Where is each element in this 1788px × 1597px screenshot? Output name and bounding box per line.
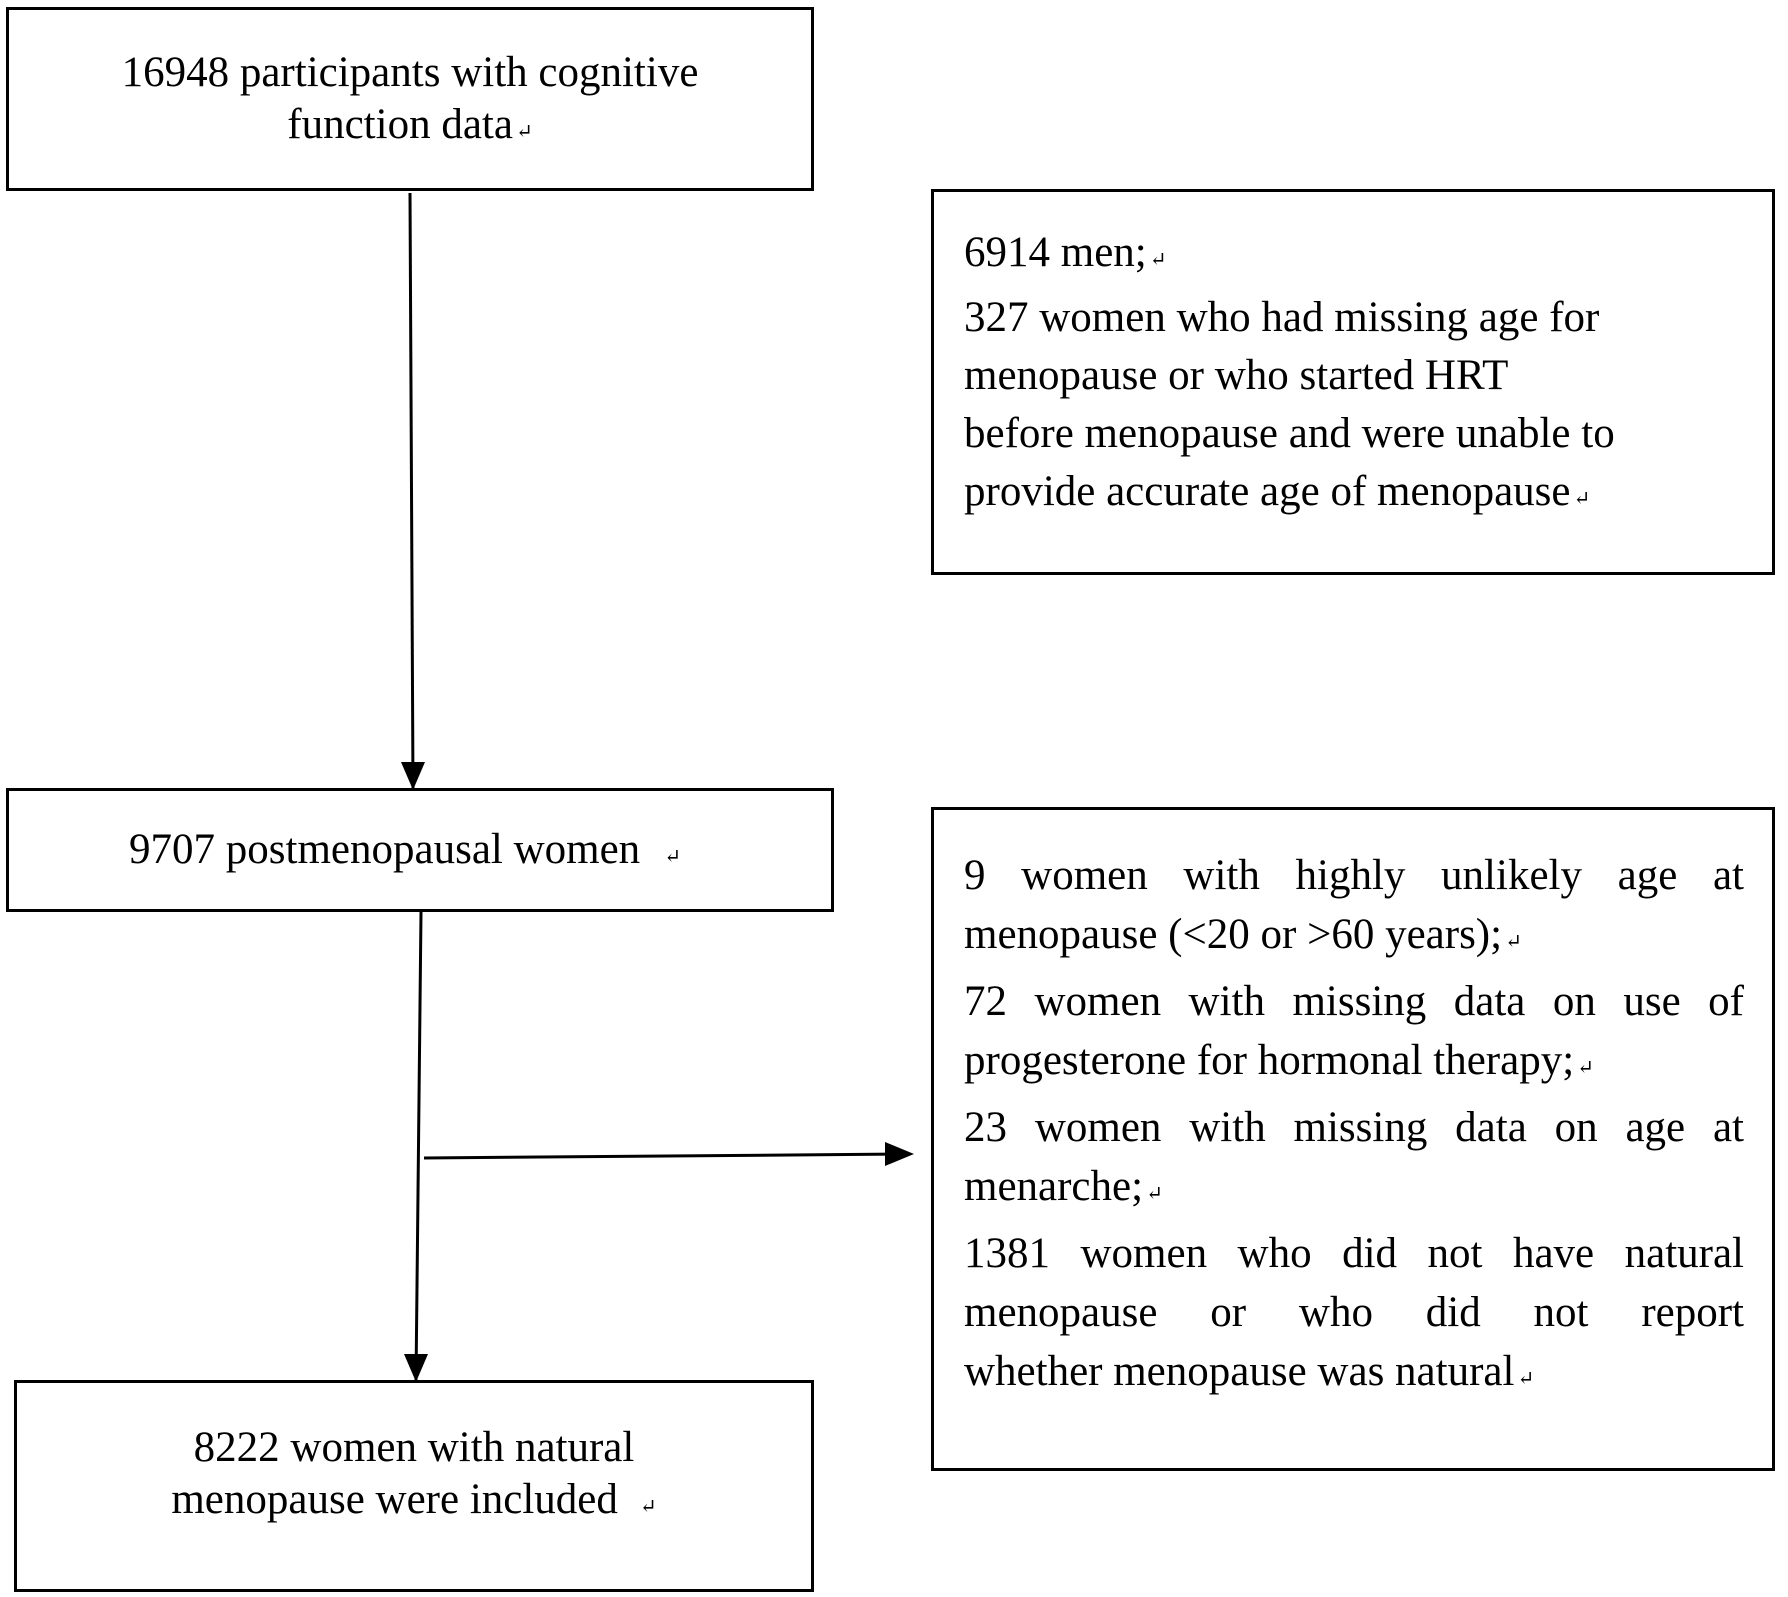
middle-box [6,788,834,912]
exclusion2-line-6: menarche; [964,1163,1144,1210]
exclusion2-line-1: 9 women with highly unlikely age at [964,852,1744,899]
paragraph-mark: ↵ [1573,488,1591,510]
final-line-1: 8222 women with natural [193,1423,635,1471]
exclusion2-line-4: progesterone for hormonal therapy; [964,1037,1575,1084]
exclusion2-line-2: menopause (<20 or >60 years); [964,911,1503,958]
start-box [6,7,814,191]
arrowhead-to-exclusion2 [885,1142,914,1166]
paragraph-mark: ↵ [1517,1368,1535,1390]
final-line-2: menopause were included [171,1476,618,1523]
start-line-1: 16948 participants with cognitive [121,48,699,96]
exclusion1-line-3: menopause or who started HRT [964,352,1509,399]
exclusion1-line-4: before menopause and were unable to [964,410,1615,457]
start-box-text [122,47,699,152]
exclusion1-line-5: provide accurate age of menopause [964,468,1571,515]
start-line-2: function data [287,101,513,148]
exclusion1-line-2: 327 women who had missing age for [964,294,1600,341]
arrowhead-start-to-middle [401,762,425,790]
paragraph-mark: ↵ [1146,1183,1163,1205]
exclusion2-line-9: whether menopause was natural [964,1348,1515,1395]
paragraph-mark: ↵ [664,845,681,868]
arrow-to-exclusion2 [424,1154,910,1158]
paragraph-mark: ↵ [639,1496,657,1518]
exclusion2-line-3: 72 women with missing data on use of [964,978,1744,1025]
arrowhead-middle-to-final [404,1354,428,1382]
paragraph-mark: ↵ [515,121,533,143]
exclusion-box-2-text [964,846,1744,1409]
paragraph-mark: ↵ [1505,931,1522,953]
arrow-start-to-middle [410,193,413,788]
exclusion2-line-8: menopause or who did not report [964,1289,1744,1336]
final-box [14,1380,814,1592]
middle-line-1: 9707 postmenopausal women [129,825,641,873]
exclusion-box-2 [931,807,1775,1471]
paragraph-mark: ↵ [1577,1057,1594,1079]
exclusion2-line-7: 1381 women who did not have natural [964,1230,1744,1277]
paragraph-mark: ↵ [1149,249,1167,271]
exclusion-box-1 [931,189,1775,575]
exclusion-box-1-text [964,224,1615,528]
exclusion2-line-5: 23 women with missing data on age at [964,1104,1744,1151]
exclusion1-line-1: 6914 men; [964,229,1147,276]
arrow-middle-to-final [416,912,421,1380]
